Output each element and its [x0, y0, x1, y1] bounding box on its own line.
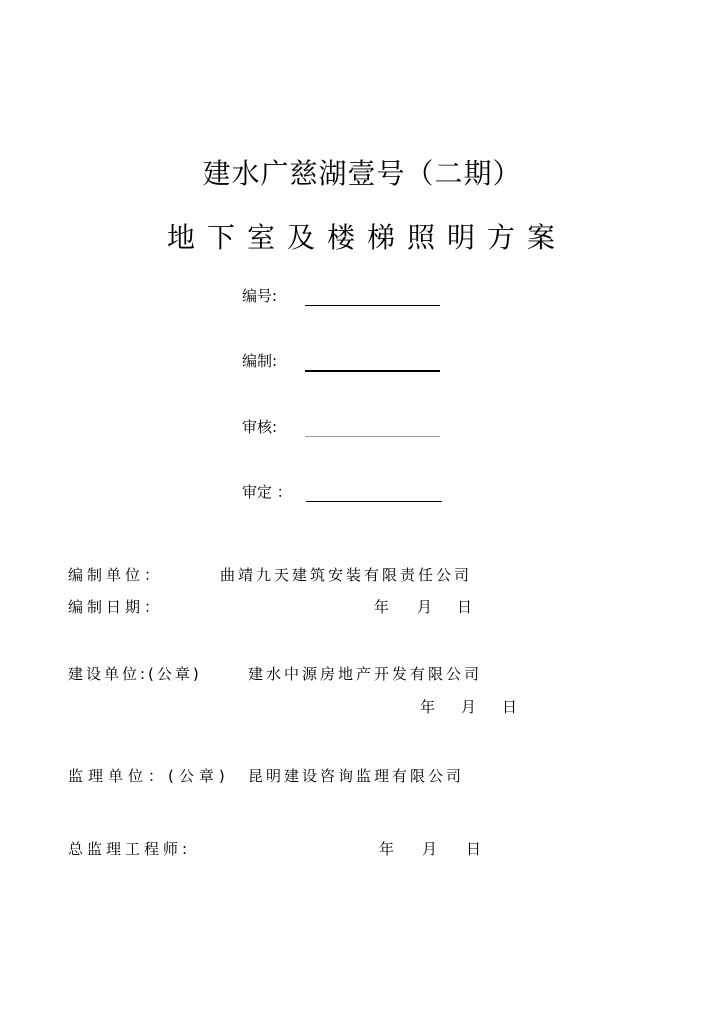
- compiler-unit-value: 曲靖九天建筑安装有限责任公司: [220, 566, 473, 584]
- review-line: [305, 436, 440, 437]
- builder-date-year: 年: [420, 698, 440, 716]
- document-subtitle: 地下室及楼梯照明方案: [166, 221, 567, 254]
- supervisor-label: 监理单位：(公章): [68, 767, 230, 785]
- compile-date-year: 年: [374, 598, 394, 616]
- document-title: 建水广慈湖壹号（二期）: [202, 157, 522, 190]
- builder-date-day: 日: [502, 698, 522, 716]
- compiled-label: 编制:: [242, 352, 278, 370]
- compile-date-month: 月: [417, 598, 437, 616]
- chief-date-month: 月: [422, 840, 442, 858]
- chief-supervisor-label: 总监理工程师:: [68, 840, 192, 858]
- review-label: 审核:: [242, 418, 278, 436]
- compiled-line: [305, 370, 440, 372]
- number-label: 编号:: [242, 287, 278, 305]
- chief-date-day: 日: [466, 840, 486, 858]
- number-line: [305, 305, 440, 306]
- builder-date-month: 月: [461, 698, 481, 716]
- chief-date-year: 年: [379, 840, 399, 858]
- builder-value: 建水中源房地产开发有限公司: [248, 665, 483, 683]
- supervisor-value: 昆明建设咨询监理有限公司: [248, 767, 465, 785]
- compile-date-label: 编制日期：: [68, 598, 164, 616]
- builder-label: 建设单位:(公章): [68, 665, 202, 683]
- approve-label: 审定 ：: [242, 483, 292, 501]
- compiler-unit-label: 编制单位：: [68, 566, 164, 584]
- compile-date-day: 日: [457, 598, 477, 616]
- approve-line: [306, 501, 442, 502]
